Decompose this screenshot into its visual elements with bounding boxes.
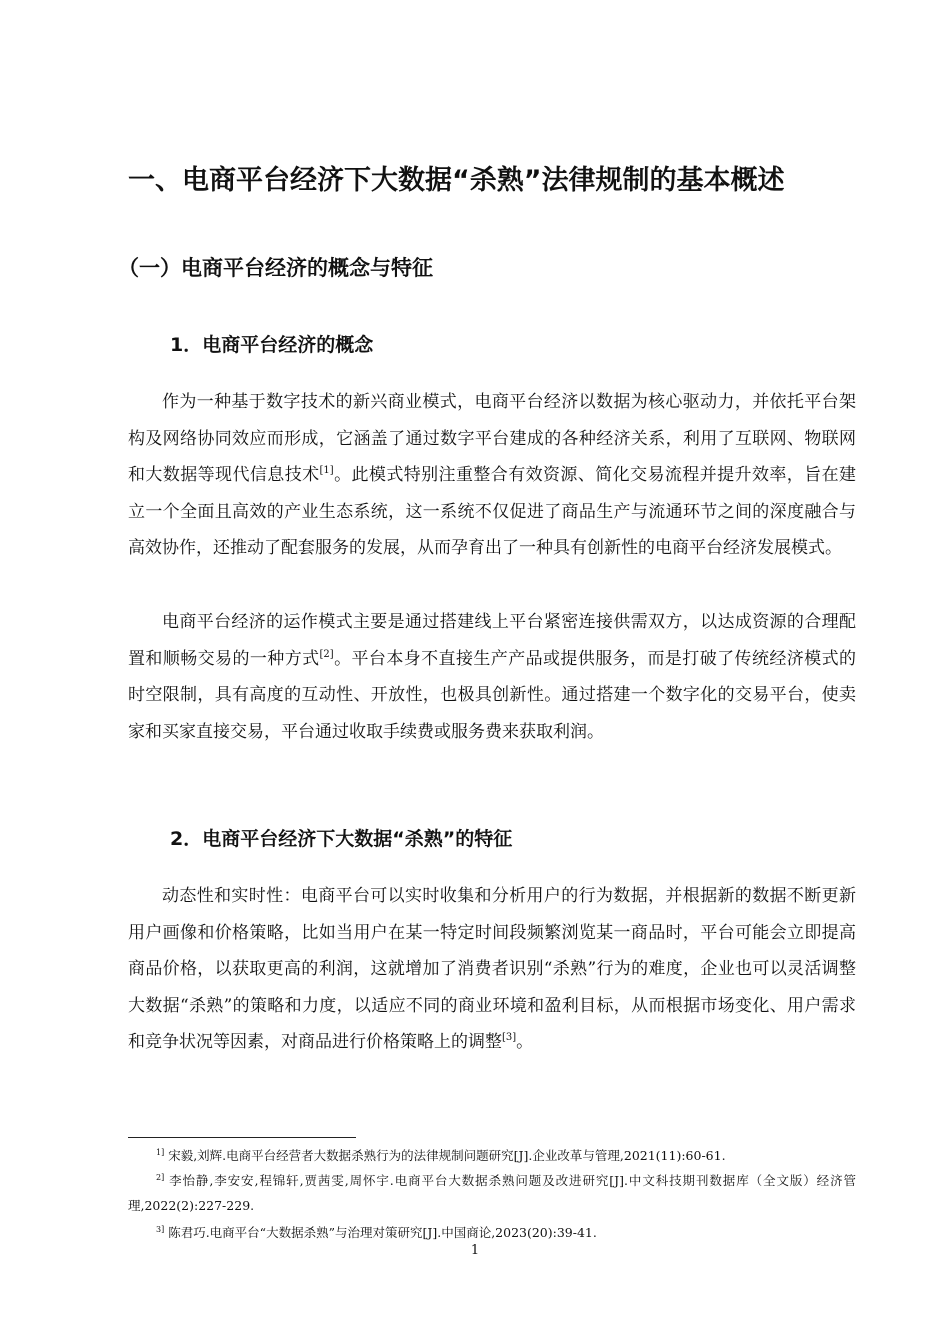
- paragraph-text: 电商平台经济的运作模式主要是通过搭建线上平台紧密连接供需双方，以达成资源的合理配置和顺畅交易的一种方式: [128, 612, 856, 669]
- footnote-mark: 3]: [156, 1225, 165, 1234]
- paragraph-text: 动态性和实时性：电商平台可以实时收集和分析用户的行为数据，并根据新的数据不断更新用户画像和价格策略，比如当用户在某一特定时间段频繁浏览某一商品时，平台可能会立即提高商品价格，以获取更高的利润，这就增加了消费者识别“杀熟”行为的难度，企业也可以灵活调整大数据“杀熟”的策略和力度，以适应不同的商业环境和盈利目标，从而根据市场变化、用户需求和竞争状况等因素，对商品进行价格策略上的调整: [128, 886, 856, 1053]
- paragraph-concept-1: [128, 384, 856, 567]
- paragraph-text: 。平台本身不直接生产产品或提供服务，而是打破了传统经济模式的时空限制，具有高度的互动性、开放性，也极具创新性。通过搭建一个数字化的交易平台，使卖家和买家直接交易，平台通过收取手续费或服务费来获取利润。: [128, 648, 856, 742]
- footnote-mark: 2]: [156, 1173, 165, 1182]
- citation-mark[interactable]: [3]: [502, 1032, 517, 1044]
- page-number: 1: [470, 1243, 480, 1258]
- footnote-mark: 1]: [156, 1148, 165, 1157]
- paragraph-concept-2: [128, 604, 856, 750]
- subsection-heading-concept: 1．电商平台经济的概念: [170, 334, 374, 356]
- footnote-2: [128, 1168, 856, 1218]
- paragraph-text: 。此模式特别注重整合有效资源、简化交易流程并提升效率，旨在建立一个全面且高效的产业生态系统，这一系统不仅促进了商品生产与流通环节之间的深度融合与高效协作，还推动了配套服务的发展，从而孕育出了一种具有创新性的电商平台经济发展模式。: [128, 465, 856, 559]
- citation-mark[interactable]: [2]: [319, 648, 334, 660]
- paragraph-text: 。: [516, 1032, 534, 1053]
- paragraph-text: 作为一种基于数字技术的新兴商业模式，电商平台经济以数据为核心驱动力，并依托平台架构及网络协同效应而形成，它涵盖了通过数字平台建成的各种经济关系，利用了互联网、物联网和大数据等现代信息技术: [128, 392, 856, 486]
- footnote-text: 陈君巧.电商平台“大数据杀熟”与治理对策研究[J].中国商论,2023(20):39-41.: [168, 1225, 597, 1240]
- subsection-heading-features: 2．电商平台经济下大数据“杀熟”的特征: [170, 828, 513, 850]
- section-heading: （一）电商平台经济的概念与特征: [118, 256, 433, 280]
- paragraph-features-1: [128, 878, 856, 1061]
- footnote-text: 李怡静,李安安,程锦轩,贾茜雯,周怀宇.电商平台大数据杀熟问题及改进研究[J].中文科技期刊数据库（全文版）经济管理,2022(2):227-229.: [128, 1173, 856, 1213]
- chapter-heading: 一、电商平台经济下大数据“杀熟”法律规制的基本概述: [128, 165, 785, 196]
- footnote-1: [156, 1143, 856, 1168]
- footnote-text: 宋毅,刘辉.电商平台经营者大数据杀熟行为的法律规制问题研究[J].企业改革与管理,2021(11):60-61.: [168, 1148, 726, 1163]
- footnote-separator: [128, 1137, 356, 1138]
- citation-mark[interactable]: [1]: [319, 465, 334, 477]
